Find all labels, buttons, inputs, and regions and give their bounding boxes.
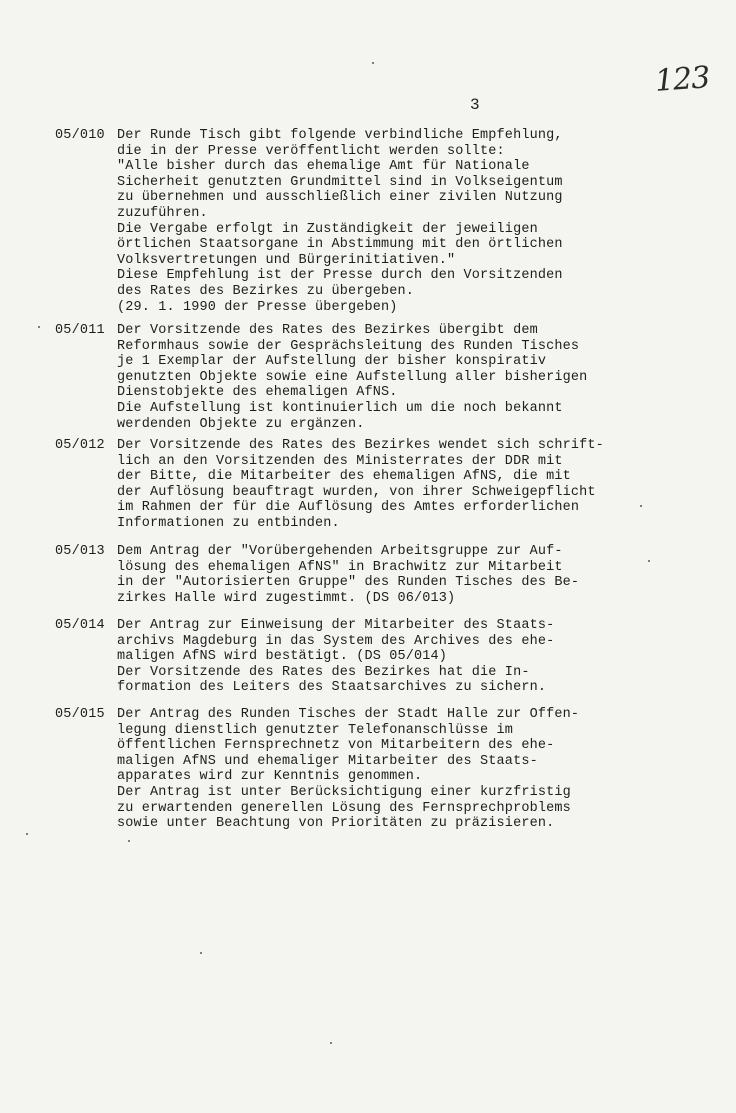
- text-line: lösung des ehemaligen AfNS" in Brachwitz zur Mitarbeit: [117, 559, 563, 575]
- text-line: Informationen zu entbinden.: [117, 515, 340, 531]
- text-line: der Auflösung beauftragt wurden, von ihrer Schweigepflicht: [117, 484, 596, 500]
- scan-speck: [330, 1042, 332, 1044]
- text-line: Der Antrag zur Einweisung der Mitarbeiter des Staats-: [117, 618, 555, 633]
- text-line: (29. 1. 1990 der Presse übergeben): [117, 299, 398, 315]
- text-line: der Bitte, die Mitarbeiter des ehemaligen AfNS, die mit: [117, 469, 571, 485]
- text-line: öffentlichen Fernsprechnetz von Mitarbeitern des ehe-: [117, 738, 555, 754]
- text-line: maligen AfNS und ehemaliger Mitarbeiter des Staats-: [117, 753, 538, 769]
- scan-speck: [26, 833, 28, 835]
- scan-speck: [200, 952, 202, 954]
- text-line: werdenden Objekte zu ergänzen.: [117, 416, 365, 432]
- text-line: Der Runde Tisch gibt folgende verbindliche Empfehlung,: [117, 128, 563, 143]
- text-line: Dienstobjekte des ehemaligen AfNS.: [117, 385, 398, 401]
- text-line: je 1 Exemplar der Aufstellung der bisher konspirativ: [117, 354, 547, 370]
- text-line: die in der Presse veröffentlicht werden sollte:: [117, 143, 505, 159]
- text-line: genutzten Objekte sowie eine Aufstellung aller bisherigen: [117, 369, 588, 385]
- resolution-text: [117, 438, 707, 532]
- text-line: Diese Empfehlung ist der Presse durch den Vorsitzenden: [117, 268, 563, 284]
- scan-speck: [128, 840, 130, 842]
- resolution-number: 05/015: [55, 707, 105, 722]
- text-line: legung dienstlich genutzter Telefonanschlüsse im: [117, 722, 514, 738]
- text-line: formation des Leiters des Staatsarchives zu sichern.: [117, 680, 547, 696]
- text-line: Der Vorsitzende des Rates des Bezirkes hat die In-: [117, 664, 530, 680]
- resolution-text: [117, 323, 707, 432]
- page-number: 3: [470, 96, 480, 114]
- resolution-text: [117, 707, 707, 832]
- text-line: Sicherheit genutzten Grundmittel sind in Volkseigentum: [117, 174, 563, 190]
- scan-speck: [640, 505, 642, 507]
- text-line: in der "Autorisierten Gruppe" des Runden Tisches des Be-: [117, 575, 580, 591]
- text-line: Dem Antrag der "Vorübergehenden Arbeitsgruppe zur Auf-: [117, 544, 563, 559]
- text-line: Der Antrag des Runden Tisches der Stadt Halle zur Offen-: [117, 707, 580, 722]
- text-line: Die Vergabe erfolgt in Zuständigkeit der jeweiligen: [117, 221, 538, 237]
- text-line: Die Aufstellung ist kontinuierlich um die noch bekannt: [117, 400, 563, 416]
- resolution-number: 05/010: [55, 128, 105, 143]
- text-line: im Rahmen der für die Auflösung des Amtes erforderlichen: [117, 500, 580, 516]
- resolution-number: 05/014: [55, 618, 105, 633]
- text-line: lich an den Vorsitzenden des Ministerrates der DDR mit: [117, 453, 563, 469]
- text-line: archivs Magdeburg in das System des Archives des ehe-: [117, 633, 555, 649]
- resolution-text: [117, 128, 707, 315]
- text-line: maligen AfNS wird bestätigt. (DS 05/014): [117, 649, 448, 665]
- handwritten-page-number: 123: [653, 60, 711, 99]
- scan-speck: [38, 326, 40, 328]
- scan-speck: [372, 62, 374, 64]
- resolution-text: [117, 544, 707, 606]
- text-line: sowie unter Beachtung von Prioritäten zu präzisieren.: [117, 816, 555, 832]
- text-line: Der Vorsitzende des Rates des Bezirkes wendet sich schrift-: [117, 438, 604, 453]
- text-line: zirkes Halle wird zugestimmt. (DS 06/013): [117, 590, 456, 606]
- text-line: Reformhaus sowie der Gesprächsleitung des Runden Tisches: [117, 338, 580, 354]
- text-line: Der Vorsitzende des Rates des Bezirkes übergibt dem: [117, 323, 538, 338]
- text-line: des Rates des Bezirkes zu übergeben.: [117, 283, 415, 299]
- text-line: zuzuführen.: [117, 205, 208, 221]
- resolution-number: 05/013: [55, 544, 105, 559]
- text-line: Der Antrag ist unter Berücksichtigung einer kurzfristig: [117, 784, 571, 800]
- text-line: örtlichen Staatsorgane in Abstimmung mit den örtlichen: [117, 237, 563, 253]
- text-line: apparates wird zur Kenntnis genommen.: [117, 769, 423, 785]
- text-line: zu erwartenden generellen Lösung des Fernsprechproblems: [117, 800, 571, 816]
- resolution-text: [117, 618, 707, 696]
- scan-speck: [648, 560, 650, 562]
- text-line: Volksvertretungen und Bürgerinitiativen.": [117, 252, 456, 268]
- text-line: zu übernehmen und ausschließlich einer zivilen Nutzung: [117, 190, 563, 206]
- resolution-number: 05/012: [55, 438, 105, 453]
- text-line: "Alle bisher durch das ehemalige Amt für Nationale: [117, 159, 530, 175]
- resolution-number: 05/011: [55, 323, 105, 338]
